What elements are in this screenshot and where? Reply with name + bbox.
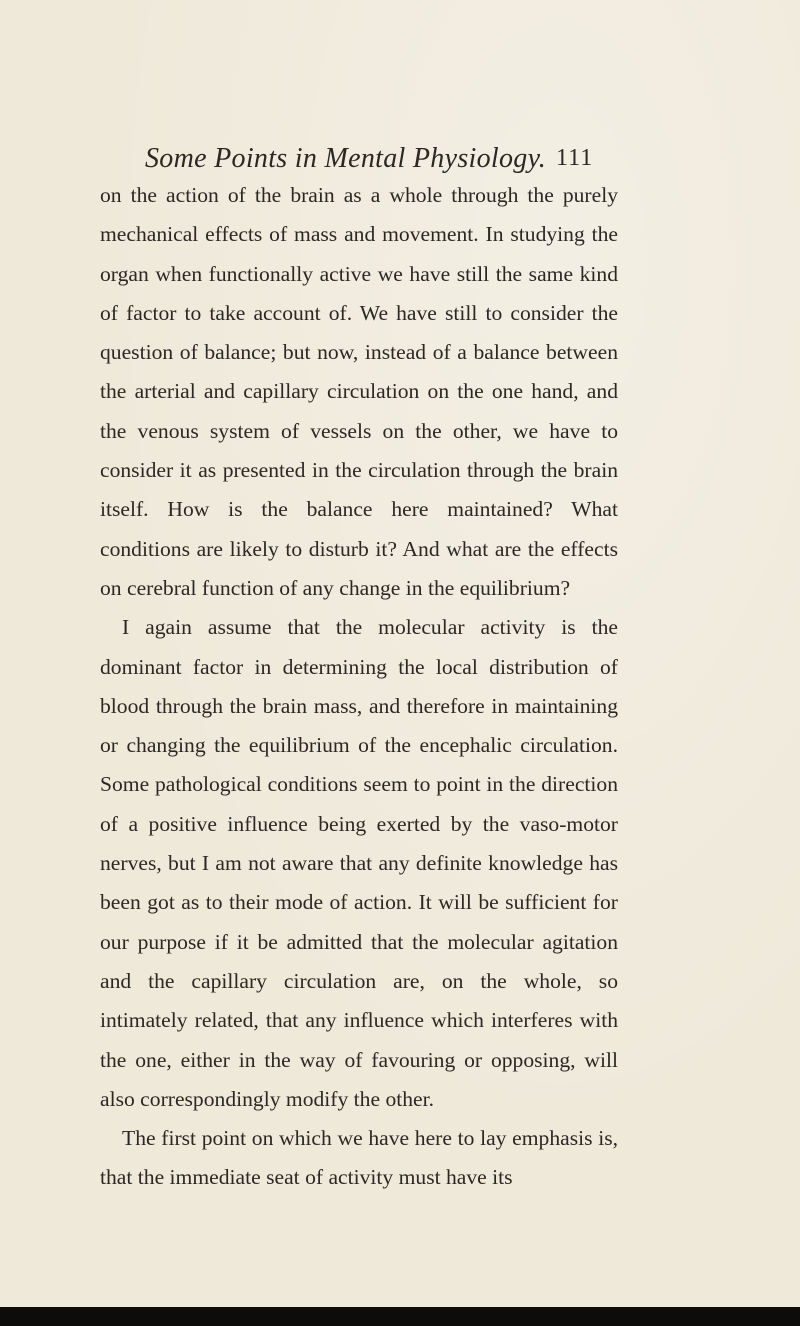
paragraph-1: on the action of the brain as a whole through the purely mechanical effects of mass and movement. In studying the organ when functionally active we have still the same kind of factor to take account of. We have still to consider the question of balance; but now, instead of a balance between the arterial and capillary circulation on the one hand, and the venous system of vessels on the other, we have to consider it as presented in the circulation through the brain itself. How is the balance here maintained? What conditions are likely to disturb it? And what are the effects on cerebral function of any change in the equilibrium? [100, 183, 618, 600]
paragraph-2: I again assume that the molecular activity is the dominant factor in determining the local distribution of blood through the brain mass, and therefore in maintaining or changing the equilibrium of the encephalic circulation. Some pathological conditions seem to point in the direction of a positive influence being exerted by the vaso-motor nerves, but I am not aware that any definite knowledge has been got as to their mode of action. It will be sufficient for our purpose if it be admitted that the molecular agitation and the capillary circulation are, on the whole, so intimately related, that any influence which interferes with the one, either in the way of favouring or opposing, will also correspondingly modify the other. [100, 615, 618, 1111]
scan-bottom-edge [0, 1307, 800, 1326]
body-text [100, 176, 618, 1198]
running-title: Some Points in Mental Physiology. [145, 143, 547, 174]
running-head [145, 143, 635, 179]
page-number: 111 [556, 145, 594, 171]
paragraph-3: The first point on which we have here to lay emphasis is, that the immediate seat of activity must have its [100, 1126, 618, 1190]
